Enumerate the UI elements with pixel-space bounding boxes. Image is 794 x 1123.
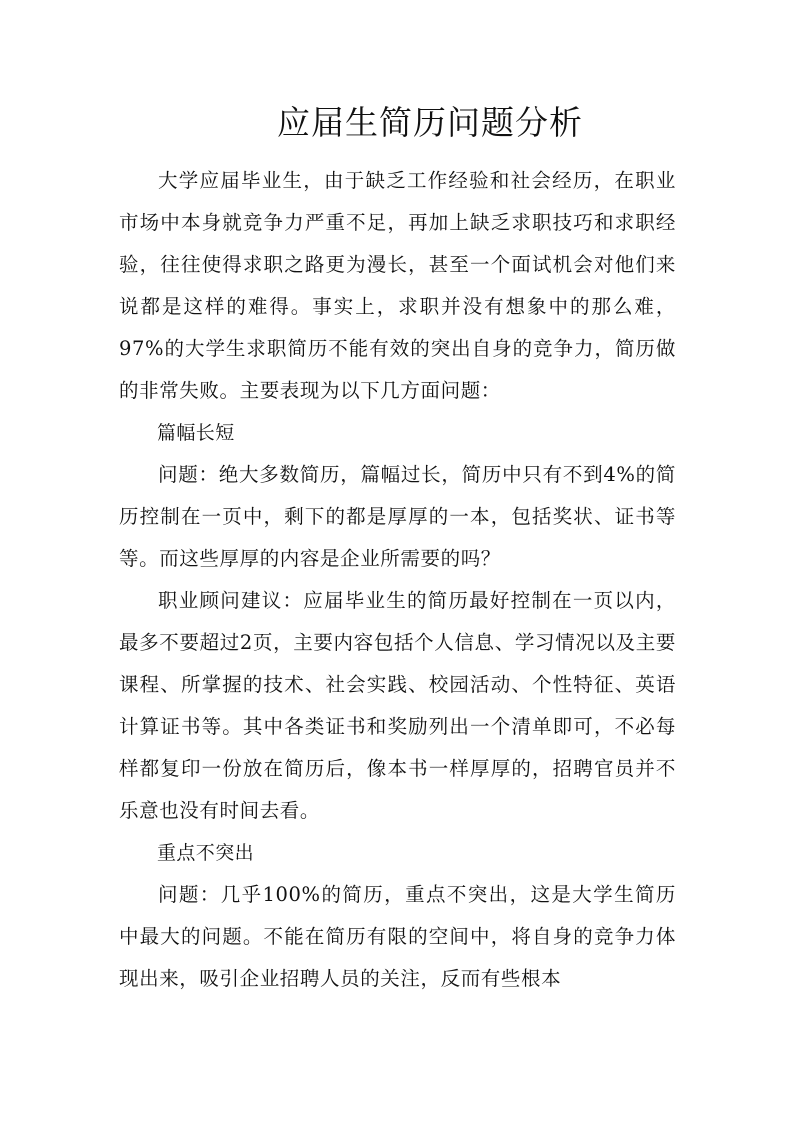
document-title: 应届生简历问题分析	[277, 103, 583, 142]
section-heading-focus: 重点不突出	[157, 842, 255, 864]
intro-paragraph: 大学应届毕业生，由于缺乏工作经验和社会经历，在职业市场中本身就竞争力严重不足，再加上缺乏求职技巧和求职经验，往往使得求职之路更为漫长，甚至一个面试机会对他们来说都是这样的难得。事实上，求职并没有想象中的那么难，97%的大学生求职简历不能有效的突出自身的竞争力，简历做的非常失败。主要表现为以下几方面问题：	[119, 169, 676, 402]
problem-paragraph-length: 问题：绝大多数简历，篇幅过长，简历中只有不到4%的简历控制在一页中，剩下的都是厚厚的一本，包括奖状、证书等等。而这些厚厚的内容是企业所需要的吗？	[119, 463, 676, 570]
document-body	[119, 160, 676, 1000]
problem-paragraph-focus: 问题：几乎100%的简历，重点不突出，这是大学生简历中最大的问题。不能在简历有限的空间中，将自身的竞争力体现出来，吸引企业招聘人员的关注，反而有些根本	[119, 883, 676, 990]
section-heading-length: 篇幅长短	[157, 422, 235, 444]
advice-paragraph: 职业顾问建议：应届毕业生的简历最好控制在一页以内，最多不要超过2页，主要内容包括个人信息、学习情况以及主要课程、所掌握的技术、社会实践、校园活动、个性特征、英语计算证书等。其中各类证书和奖励列出一个清单即可，不必每样都复印一份放在简历后，像本书一样厚厚的，招聘官员并不乐意也没有时间去看。	[119, 589, 676, 822]
